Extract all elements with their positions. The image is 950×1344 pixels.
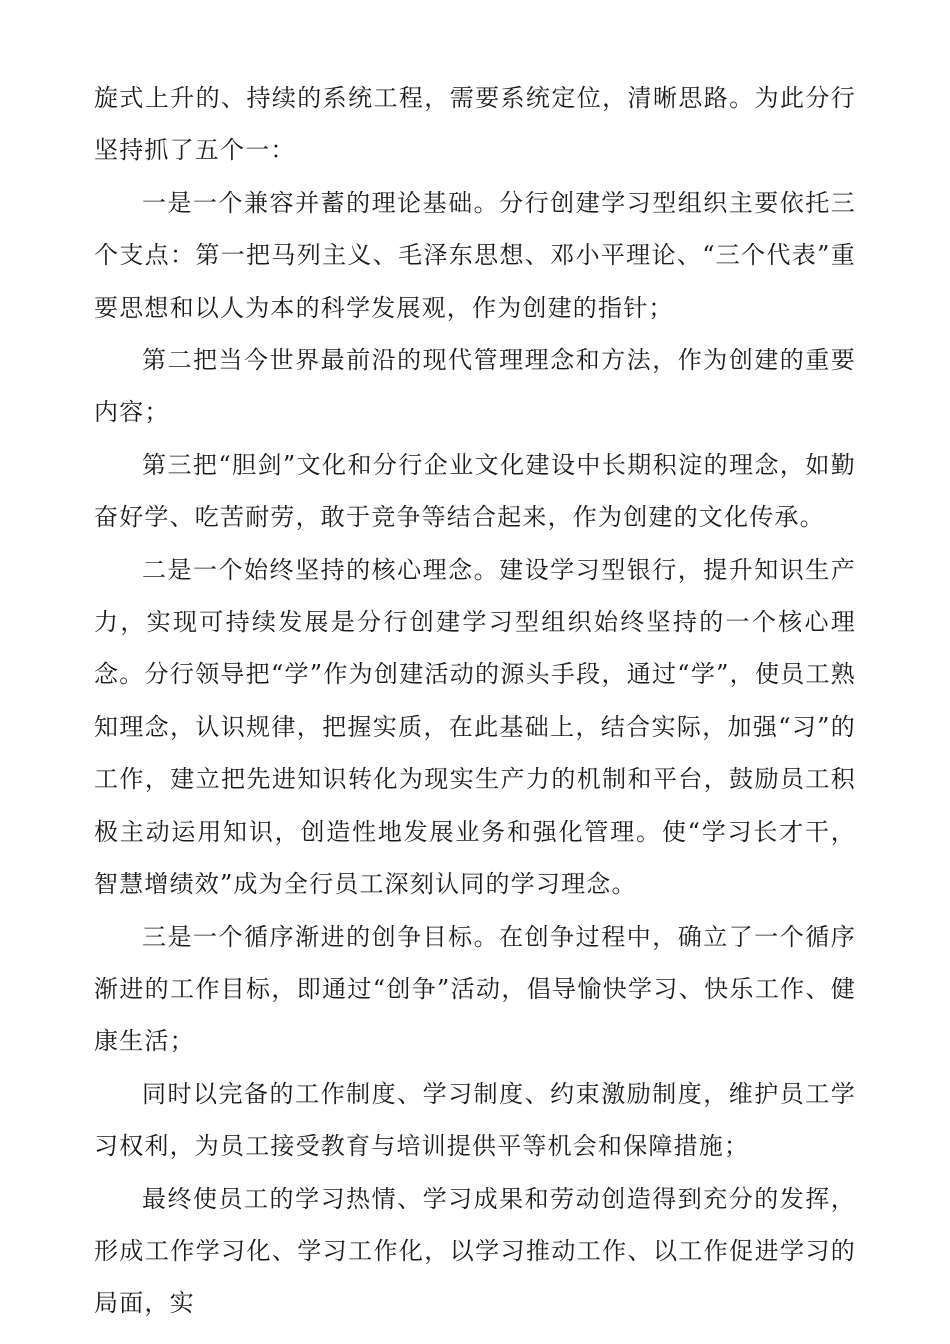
paragraph: 同时以完备的工作制度、学习制度、约束激励制度，维护员工学习权利，为员工接受教育与培训提供平等机会和保障措施； (94, 1079, 856, 1161)
paragraph: 二是一个始终坚持的核心理念。建设学习型银行，提升知识生产力，实现可持续发展是分行创建学习型组织始终坚持的一个核心理念。分行领导把“学”作为创建活动的源头手段，通过“学”，使员工熟知理念，认识规律，把握实质，在此基础上，结合实际，加强“习”的工作，建立把先进知识转化为现实生产力的机制和平台，鼓励员工积极主动运用知识，创造性地发展业务和强化管理。使“学习长才干，智慧增绩效”成为全行员工深刻认同的学习理念。 (94, 555, 856, 899)
paragraph: 第二把当今世界最前沿的现代管理理念和方法，作为创建的重要内容； (94, 346, 856, 427)
paragraph: 一是一个兼容并蓄的理论基础。分行创建学习型组织主要依托三个支点：第一把马列主义、毛泽东思想、邓小平理论、“三个代表”重要思想和以人为本的科学发展观，作为创建的指针； (94, 188, 856, 322)
paragraph: 最终使员工的学习热情、学习成果和劳动创造得到充分的发挥，形成工作学习化、学习工作化，以学习推动工作、以工作促进学习的局面，实 (94, 1184, 856, 1318)
document-page (94, 72, 856, 1330)
paragraph: 三是一个循序渐进的创争目标。在创争过程中，确立了一个循序渐进的工作目标，即通过“创争”活动，倡导愉快学习、快乐工作、健康生活； (94, 922, 856, 1056)
paragraph: 旋式上升的、持续的系统工程，需要系统定位，清晰思路。为此分行坚持抓了五个一： (94, 84, 856, 165)
paragraph: 第三把“胆剑”文化和分行企业文化建设中长期积淀的理念，如勤奋好学、吃苦耐劳，敢于竞争等结合起来，作为创建的文化传承。 (94, 450, 856, 532)
